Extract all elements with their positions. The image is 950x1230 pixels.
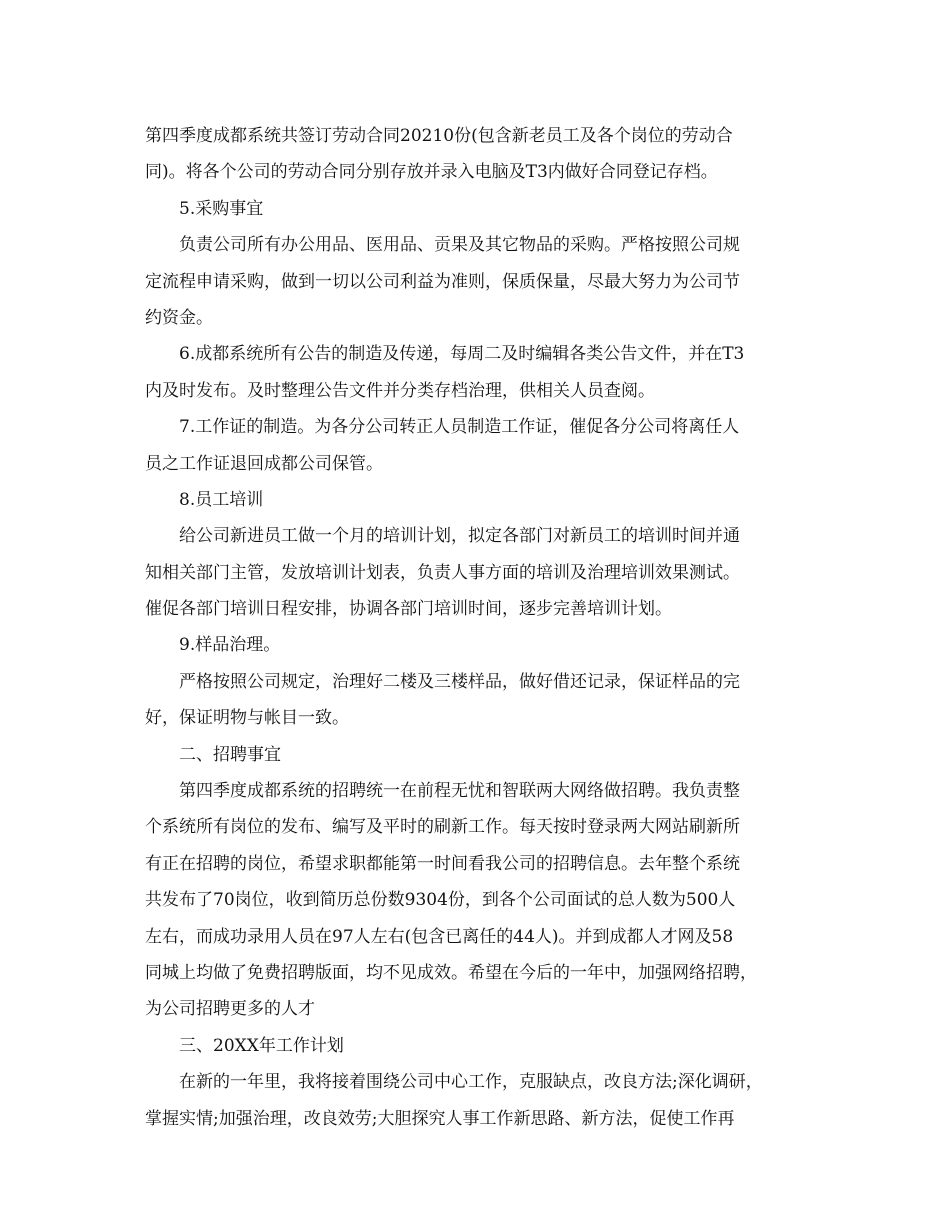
text-line: 7.工作证的制造。为各分公司转正人员制造工作证，催促各分公司将离任人 (179, 417, 740, 438)
text-line: 给公司新进员工做一个月的培训计划，拟定各部门对新员工的培训时间并通 (179, 526, 740, 547)
text-line: 二、招聘事宜 (179, 744, 281, 765)
text-line: 定流程申请采购，做到一切以公司利益为准则，保质保量，尽最大努力为公司节 (145, 271, 740, 292)
text-line: 好，保证明物与帐目一致。 (145, 708, 349, 729)
text-line: 催促各部门培训日程安排，协调各部门培训时间，逐步完善培训计划。 (145, 599, 672, 620)
text-line: 严格按照公司规定，治理好二楼及三楼样品，做好借还记录，保证样品的完 (179, 671, 740, 692)
text-line: 负责公司所有办公用品、医用品、贡果及其它物品的采购。严格按照公司规 (179, 235, 740, 256)
text-line: 6.成都系统所有公告的制造及传递，每周二及时编辑各类公告文件，并在T3 (179, 344, 745, 365)
text-line: 左右，而成功录用人员在97人左右(包含已离任的44人)。并到成都人才网及58 (145, 926, 734, 947)
text-line: 同)。将各个公司的劳动合同分别存放并录入电脑及T3内做好合同登记存档。 (145, 162, 718, 183)
text-line: 8.员工培训 (179, 489, 264, 510)
text-line: 掌握实情;加强治理，改良效劳;大胆探究人事工作新思路、新方法，促使工作再 (145, 1108, 735, 1129)
text-line: 第四季度成都系统的招聘统一在前程无忧和智联两大网络做招聘。我负责整 (179, 781, 740, 802)
text-line: 内及时发布。及时整理公告文件并分类存档治理，供相关人员查阅。 (145, 380, 655, 401)
text-line: 共发布了70岗位，收到简历总份数9304份，到各个公司面试的总人数为500人 (145, 890, 736, 911)
text-line: 为公司招聘更多的人才 (145, 999, 315, 1020)
text-line: 三、20XX年工作计划 (179, 1035, 344, 1056)
text-line: 有正在招聘的岗位，希望求职都能第一时间看我公司的招聘信息。去年整个系统 (145, 853, 740, 874)
text-line: 在新的一年里，我将接着围绕公司中心工作，克服缺点，改良方法;深化调研， (179, 1072, 763, 1093)
document-body (145, 118, 815, 1137)
text-line: 第四季度成都系统共签订劳动合同20210份(包含新老员工及各个岗位的劳动合 (145, 126, 733, 146)
text-line: 5.采购事宜 (179, 198, 264, 219)
text-line: 约资金。 (145, 307, 213, 328)
text-line: 知相关部门主管，发放培训计划表，负责人事方面的培训及治理培训效果测试。 (145, 562, 740, 583)
text-line: 个系统所有岗位的发布、编写及平时的刷新工作。每天按时登录两大网站刷新所 (145, 817, 740, 838)
text-line: 同城上均做了免费招聘版面，均不见成效。希望在今后的一年中，加强网络招聘， (145, 962, 757, 983)
text-line: 9.样品治理。 (179, 635, 281, 656)
text-line: 员之工作证退回成都公司保管。 (145, 453, 383, 474)
